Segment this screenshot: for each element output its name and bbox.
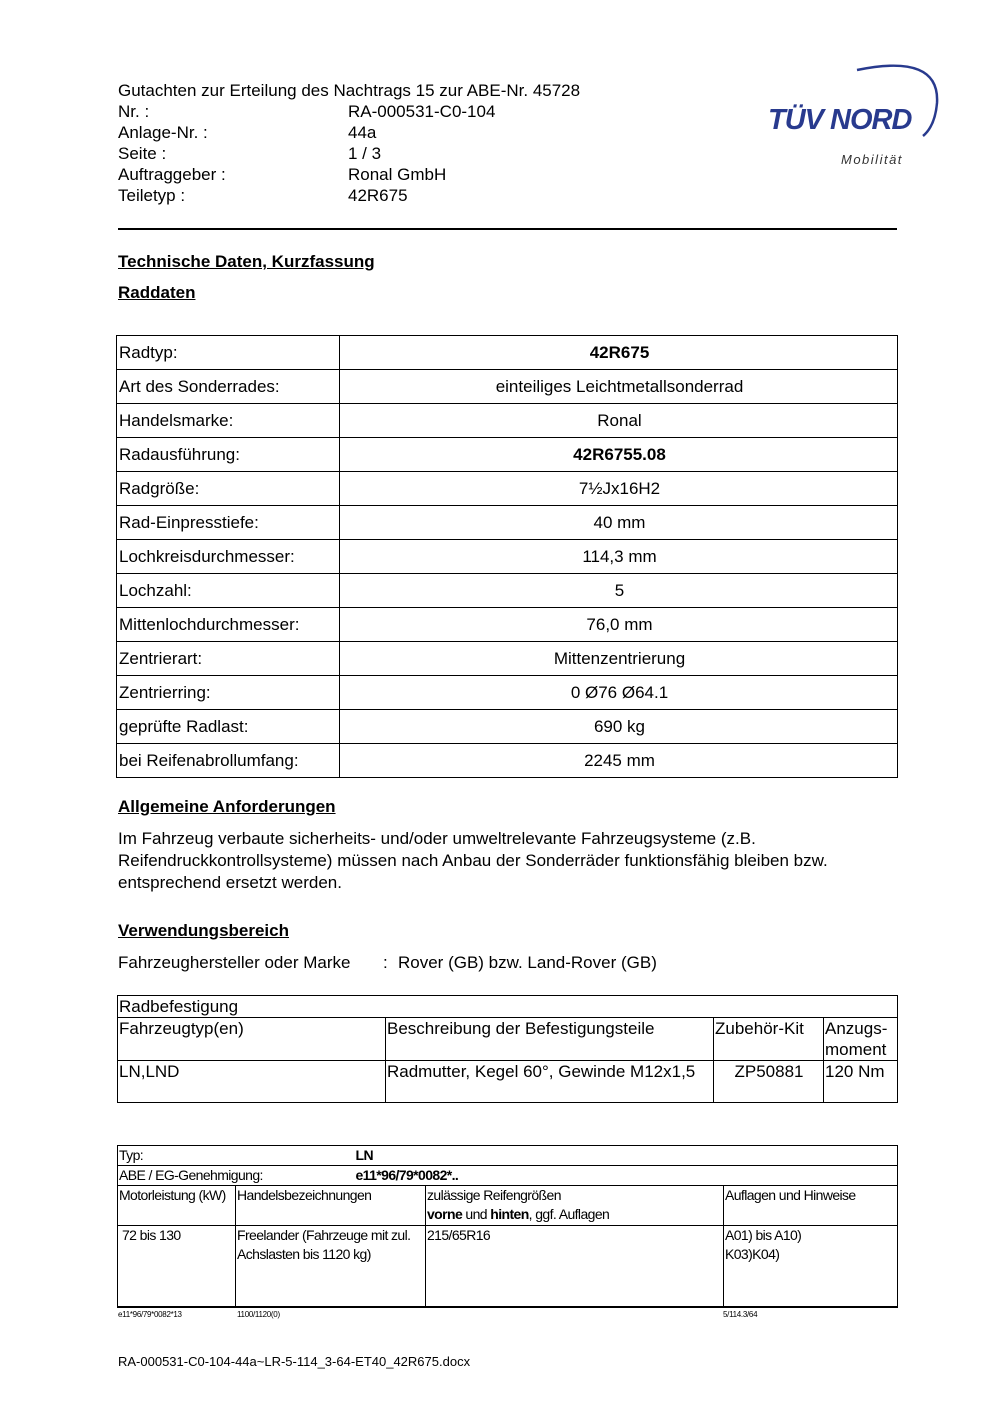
abe-value: e11*96/79*0082*..: [355, 1167, 459, 1183]
typ-header-power: Motorleistung (kW): [118, 1186, 236, 1226]
raddaten-row: [117, 336, 898, 370]
raddaten-value: Ronal: [340, 404, 898, 438]
raddaten-value: 7½Jx16H2: [340, 472, 898, 506]
raddaten-label: Radtyp:: [117, 336, 340, 370]
bef-header-torque: Anzugs-moment: [824, 1018, 898, 1061]
bef-header-kit: Zubehör-Kit: [714, 1018, 824, 1061]
bef-header-type: Fahrzeugtyp(en): [118, 1018, 386, 1061]
raddaten-label: geprüfte Radlast:: [117, 710, 340, 744]
radbefestigung-table: [117, 995, 898, 1103]
manufacturer-sep: :: [383, 953, 388, 972]
raddaten-row: [117, 574, 898, 608]
raddaten-value: 76,0 mm: [340, 608, 898, 642]
raddaten-row: [117, 404, 898, 438]
raddaten-label: Zentrierring:: [117, 676, 340, 710]
bef-cell-desc: Radmutter, Kegel 60°, Gewinde M12x1,5: [386, 1061, 714, 1103]
header-label: Teiletyp :: [118, 186, 186, 205]
raddaten-label: Radgröße:: [117, 472, 340, 506]
raddaten-label: Mittenlochdurchmesser:: [117, 608, 340, 642]
header-value: RA-000531-C0-104: [348, 102, 496, 121]
raddaten-row: [117, 370, 898, 404]
header-value: 1 / 3: [348, 144, 382, 163]
raddaten-value: 690 kg: [340, 710, 898, 744]
raddaten-value: 114,3 mm: [340, 540, 898, 574]
raddaten-row: [117, 608, 898, 642]
heading-allgemein: Allgemeine Anforderungen: [118, 797, 336, 816]
typ-cell-tyres: 215/65R16: [426, 1226, 724, 1307]
raddaten-label: Lochzahl:: [117, 574, 340, 608]
logo-subtitle: Mobilität: [841, 152, 903, 167]
tiny-note-c: 5/114.3/64: [723, 1310, 758, 1319]
header-value: 44a: [348, 123, 377, 142]
typ-cell-notes: A01) bis A10) K03)K04): [724, 1226, 898, 1307]
header-label: Seite :: [118, 144, 167, 163]
raddaten-row: [117, 540, 898, 574]
raddaten-label: Rad-Einpresstiefe:: [117, 506, 340, 540]
typ-cell-name: Freelander (Fahrzeuge mit zul. Achslasten bis 1120 kg): [236, 1226, 426, 1307]
raddaten-value: 0 Ø76 Ø64.1: [340, 676, 898, 710]
abe-label: ABE / EG-Genehmigung:: [119, 1167, 263, 1183]
raddaten-label: Zentrierart:: [117, 642, 340, 676]
allgemein-text: Im Fahrzeug verbaute sicherheits- und/oder umweltrelevante Fahrzeugsysteme (z.B. Reifendruckkontrollsysteme) müssen nach Anbau der Sonderräder funktionsfähig bleiben bzw. entsprechend ersetzt werden.: [118, 829, 828, 892]
typ-cell-power: 72 bis 130: [118, 1226, 236, 1307]
typ-header-tyres: zulässige Reifengrößen vorne und hinten, ggf. Auflagen: [426, 1186, 724, 1226]
raddaten-row: [117, 642, 898, 676]
raddaten-label: Lochkreisdurchmesser:: [117, 540, 340, 574]
raddaten-table: [116, 335, 898, 778]
typ-table: [117, 1145, 898, 1308]
logo-text: TÜV NORD: [768, 104, 912, 136]
raddaten-value: Mittenzentrierung: [340, 642, 898, 676]
manufacturer-value: Rover (GB) bzw. Land-Rover (GB): [398, 953, 657, 972]
raddaten-value: 42R6755.08: [340, 438, 898, 472]
typ-header-notes: Auflagen und Hinweise: [724, 1186, 898, 1226]
raddaten-row: [117, 506, 898, 540]
typ-value: LN: [355, 1147, 373, 1163]
befestigung-title: Radbefestigung: [118, 996, 898, 1018]
bef-cell-kit: ZP50881: [714, 1061, 824, 1103]
typ-label: Typ:: [119, 1147, 144, 1163]
header-value: Ronal GmbH: [348, 165, 447, 184]
header-label: Auftraggeber :: [118, 165, 226, 184]
raddaten-row: [117, 744, 898, 778]
raddaten-row: [117, 472, 898, 506]
header-value: 42R675: [348, 186, 408, 205]
raddaten-value: 40 mm: [340, 506, 898, 540]
document-title: Gutachten zur Erteilung des Nachtrags 15 zur ABE-Nr. 45728: [118, 81, 581, 100]
raddaten-value: 2245 mm: [340, 744, 898, 778]
manufacturer-label: Fahrzeughersteller oder Marke: [118, 953, 351, 972]
heading-raddaten: Raddaten: [118, 283, 196, 302]
footer-filename: RA-000531-C0-104-44a~LR-5-114_3-64-ET40_42R675.docx: [118, 1354, 471, 1369]
raddaten-label: Radausführung:: [117, 438, 340, 472]
raddaten-row: [117, 710, 898, 744]
heading-technical: Technische Daten, Kurzfassung: [118, 252, 375, 271]
raddaten-value: 5: [340, 574, 898, 608]
raddaten-row: [117, 438, 898, 472]
bef-cell-torque: 120 Nm: [824, 1061, 898, 1103]
raddaten-label: bei Reifenabrollumfang:: [117, 744, 340, 778]
raddaten-value: 42R675: [340, 336, 898, 370]
typ-row: [118, 1146, 898, 1166]
tiny-note-b: 1100/1120(0): [237, 1310, 280, 1319]
header-label: Nr. :: [118, 102, 150, 121]
abe-row: [118, 1166, 898, 1186]
raddaten-label: Handelsmarke:: [117, 404, 340, 438]
tiny-note-a: e11*96/79*0082*13: [118, 1310, 182, 1319]
heading-verwendung: Verwendungsbereich: [118, 921, 289, 940]
header-rule: [118, 228, 897, 230]
raddaten-row: [117, 676, 898, 710]
bef-cell-type: LN,LND: [118, 1061, 386, 1103]
raddaten-value: einteiliges Leichtmetallsonderrad: [340, 370, 898, 404]
raddaten-label: Art des Sonderrades:: [117, 370, 340, 404]
header-label: Anlage-Nr. :: [118, 123, 208, 142]
bef-header-desc: Beschreibung der Befestigungsteile: [386, 1018, 714, 1061]
typ-header-name: Handelsbezeichnungen: [236, 1186, 426, 1226]
